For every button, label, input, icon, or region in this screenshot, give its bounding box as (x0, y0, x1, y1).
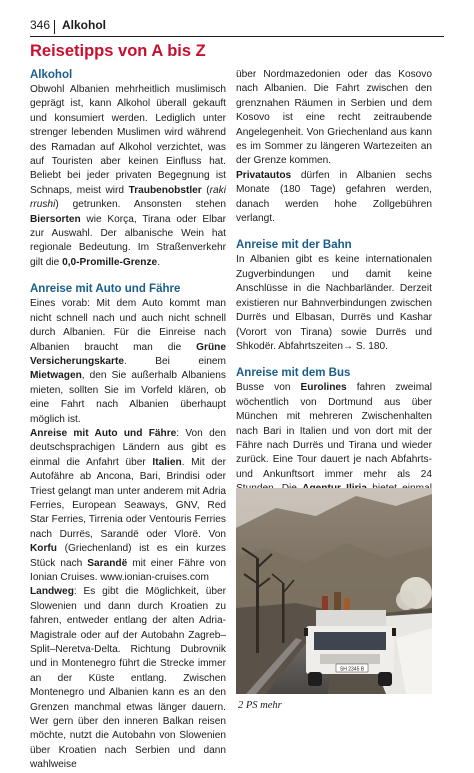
paragraph-auto-intro: Eines vorab: Mit dem Auto kommt man nicht schnell nach und auch nicht schnell durch Albanien. Für die Einreise nach Albanien braucht man die Grüne Versicherungskarte. Bei einem Mietwagen, den Sie außerhalb Albaniens mieten, sollten Sie im Vorfeld klären, ob eine Fahrt nach Albanien überhaupt möglich ist. (30, 298, 226, 425)
paragraph-continued: über Nordmazedonien oder das Kosovo nach Albanien. Die Fahrt zwischen den grenznahen Räumen in Serbien und dem Kosovo ist eine recht zeitraubende Angelegenheit. Von Griechenland aus kann es im Sommer zu längeren Wartezeiten an der Grenze kommen. (236, 69, 432, 167)
right-column (236, 68, 432, 525)
paragraph-landweg: Landweg: Es gibt die Möglichkeit, über Slowenien und dann durch Kroatien zu fahren, entweder entlang der alten Adria-Magistrale oder auf der Autobahn Zagreb–Split–Neretva-Delta. Richtung Dubrovnik und in Montenegro führt die Strecke immer an der Küste entlang. Zwischen Montenegro und Albanien kann es an den Grenzen manchmal etwas länger dauern. Wer gern über den inneren Balkan reisen möchte, nutzt die Autobahn von Slowenien über Kroatien nach Serbien und dann wahlweise (30, 586, 226, 771)
paragraph-bahn: In Albanien gibt es keine internationalen Zugverbindungen und damit keine Anschlüsse in die Nachbarländer. Derzeit existieren nur Bahnverbindungen zwischen Durrës und Elbasan, Durrës und Kashar (Vorort von Tirana) sowie Durrës und Shkodër. Abfahrtszeiten→ S. 180. (236, 254, 432, 352)
photo-caption: 2 PS mehr (238, 700, 282, 711)
heading-anreise-auto: Anreise mit Auto und Fähre (30, 283, 181, 296)
page-number: 346 (30, 18, 51, 32)
heading-anreise-bus: Anreise mit dem Bus (236, 367, 351, 380)
running-section-title: Alkohol (62, 18, 106, 32)
heading-anreise-bahn: Anreise mit der Bahn (236, 239, 352, 252)
paragraph-privatautos: Privatautos dürfen in Albanien sechs Monate (180 Tage) gefahren werden, danach werden hohe Zollgebühren verlangt. (236, 169, 432, 225)
paragraph-alkohol: Obwohl Albanien mehrheitlich muslimisch geprägt ist, kann Alkohol überall gekauft und konsumiert werden. Lediglich unter strenger lebenden Muslimen wird während des Ramadan auf Alkohol verzichtet, was auf Touristen aber keinen Einfluss hat. Beliebt bei jeder privaten Begegnung ist Schnaps, meist wird Traubenobstler (raki rrushi) getrunken. Ansonsten stehen Biersorten wie Korça, Tirana oder Elbar zur Auswahl. Der albanische Wein hat regionale Bedeutung. Im Straßenverkehr gilt die 0,0-Promille-Grenze. (30, 84, 226, 268)
page-title: Reisetipps von A bis Z (30, 42, 206, 60)
road-photo (236, 488, 432, 694)
left-column (30, 68, 226, 773)
header-rule (30, 36, 444, 37)
paragraph-auto-faehre: Anreise mit Auto und Fähre: Von den deutschsprachigen Ländern aus gibt es einmal die Anfahrt über Italien. Mit der Autofähre ab Ancona, Bari, Brindisi oder Triest gelangt man unter anderem mit Adria Ferries, European Seaways, GNV, Red Star Ferries, Tirrenia oder Ventouris Ferries nach Durrës, Sarandë oder Vlorë. Von Korfu (Griechenland) ist es ein kurzes Stück nach Sarandë mit einer Fähre von Ionian Cruises. www.ionian-cruises.com (30, 427, 226, 583)
header-separator (54, 20, 55, 34)
heading-alkohol: Alkohol (30, 69, 73, 81)
running-header (30, 18, 444, 38)
paragraph-bus: Busse von Eurolines fahren zweimal wöchentlich von Dortmund aus über München mit mehreren Zwischenhalten nach Bari in Italien und von dort mit der Fähre nach Durrës und Tirana und wieder zurück. Eine Tour dauert je nach Abfahrts- und Ankunftsort immer mehr als 24 (236, 382, 433, 480)
license-plate: SH 2345 B (339, 666, 365, 673)
